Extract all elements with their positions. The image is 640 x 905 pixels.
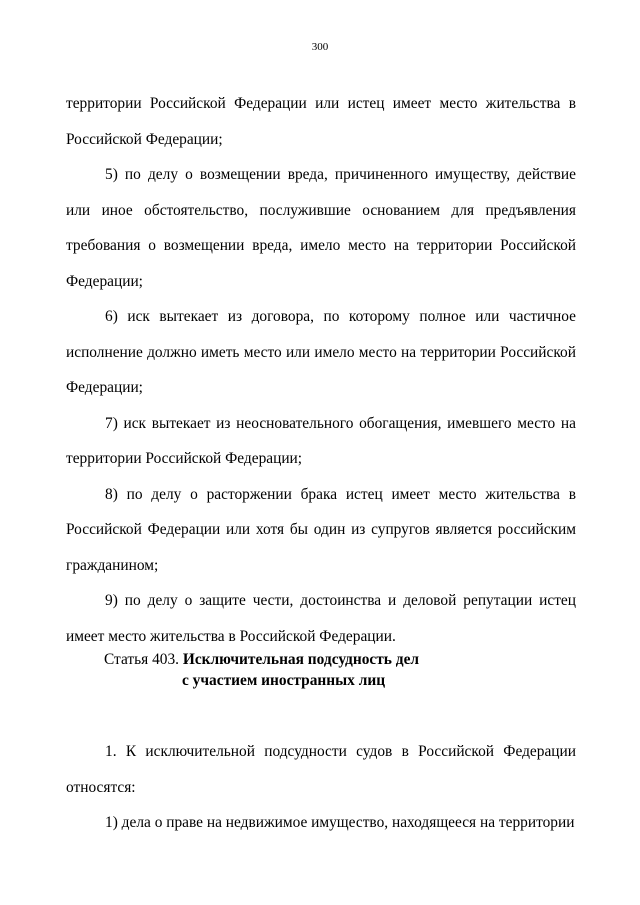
paragraph-item-6: 6) иск вытекает из договора, по которому полное или частичное исполнение должно иметь место или имело место на территории Российской Федерации;	[66, 308, 576, 396]
article-heading	[104, 649, 419, 691]
article-title-line-1: Исключительная подсудность дел	[182, 651, 420, 668]
paragraph-item-5: 5) по делу о возмещении вреда, причиненного имуществу, действие или иное обстоятельство, послужившие основанием для предъявления требования о возмещении вреда, имело место на территории Российской Федерации;	[66, 166, 576, 290]
paragraph-item-7: 7) иск вытекает из неосновательного обогащения, имевшего место на территории Российской Федерации;	[66, 414, 576, 467]
body-text-bottom	[66, 734, 576, 841]
article-heading-line-1	[104, 649, 419, 670]
paragraph-item-9: 9) по делу о защите чести, достоинства и деловой репутации истец имеет место жительства в Российской Федерации.	[66, 592, 576, 645]
paragraph-continuation: территории Российской Федерации или истец имеет место жительства в Российской Федерации;	[66, 95, 576, 148]
page-number: 300	[311, 41, 329, 53]
body-text-top	[66, 86, 576, 654]
paragraph-item-8: 8) по делу о расторжении брака истец имеет место жительства в Российской Федерации или хотя бы один из супругов является российским гражданином;	[66, 485, 576, 574]
paragraph-point-1: 1. К исключительной подсудности судов в Российской Федерации относятся:	[66, 743, 576, 796]
article-label: Статья 403.	[104, 651, 180, 668]
paragraph-subitem-1: 1) дела о праве на недвижимое имущество, находящееся на территории	[105, 814, 575, 831]
article-title-line-2: с участием иностранных лиц	[182, 672, 386, 689]
